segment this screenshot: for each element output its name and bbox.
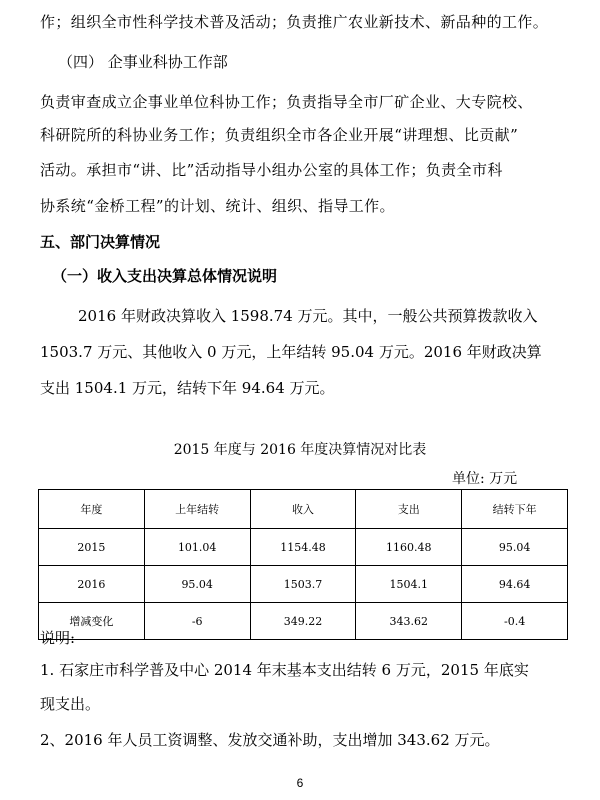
- comparison-table: [38, 489, 568, 640]
- note-line: 2、2016 年人员工资调整、发放交通补助，支出增加 343.62 万元。: [40, 731, 500, 749]
- table-row: [39, 529, 568, 566]
- table-row: [39, 566, 568, 603]
- table-cell: 增减变化: [39, 603, 145, 640]
- header-cell: 年度: [39, 490, 145, 529]
- body-line: 作；组织全市性科学技术普及活动；负责推广农业新技术、新品种的工作。: [40, 13, 549, 31]
- table-cell: 94.64: [462, 566, 568, 603]
- table-cell: 1154.48: [250, 529, 356, 566]
- header-cell: 结转下年: [462, 490, 568, 529]
- body-line: 协系统“金桥工程”的计划、统计、组织、指导工作。: [40, 197, 395, 215]
- table-row: [39, 603, 568, 640]
- table-cell: 2016: [39, 566, 145, 603]
- table-cell: 95.04: [462, 529, 568, 566]
- summary-line: 1503.7 万元、其他收入 0 万元，上年结转 95.04 万元。2016 年财政决算: [40, 343, 542, 361]
- table-cell: 343.62: [356, 603, 462, 640]
- header-cell: 上年结转: [144, 490, 250, 529]
- table-cell: 101.04: [144, 529, 250, 566]
- subsection-heading: （一）收入支出决算总体情况说明: [52, 267, 278, 285]
- header-cell: 收入: [250, 490, 356, 529]
- section-heading-4: （四） 企事业科协工作部: [58, 53, 228, 71]
- table-cell: 1504.1: [356, 566, 462, 603]
- header-cell: 支出: [356, 490, 462, 529]
- table-cell: -6: [144, 603, 250, 640]
- body-line: 负责审查成立企事业单位科协工作；负责指导全市厂矿企业、大专院校、: [40, 93, 533, 111]
- section-heading-5: 五、部门决算情况: [40, 233, 161, 251]
- body-line: 科研院所的科协业务工作；负责组织全市各企业开展“讲理想、比贡献”: [40, 126, 519, 144]
- table-title: 2015 年度与 2016 年度决算情况对比表: [173, 442, 427, 458]
- table-header-row: [39, 490, 568, 529]
- table-cell: -0.4: [462, 603, 568, 640]
- page-number: 6: [296, 776, 304, 790]
- table-cell: 95.04: [144, 566, 250, 603]
- table-cell: 1160.48: [356, 529, 462, 566]
- table-unit: 单位: 万元: [452, 471, 518, 487]
- notes-label: 说明:: [40, 629, 76, 647]
- table-cell: 349.22: [250, 603, 356, 640]
- summary-line: 2016 年财政决算收入 1598.74 万元。其中，一般公共预算拨款收入: [78, 307, 538, 325]
- table-cell: 1503.7: [250, 566, 356, 603]
- body-line: 活动。承担市“讲、比”活动指导小组办公室的具体工作；负责全市科: [40, 161, 503, 179]
- table-cell: 2015: [39, 529, 145, 566]
- summary-line: 支出 1504.1 万元，结转下年 94.64 万元。: [40, 379, 335, 397]
- note-line: 1. 石家庄市科学普及中心 2014 年末基本支出结转 6 万元，2015 年底实: [40, 661, 529, 679]
- note-line: 现支出。: [40, 695, 101, 713]
